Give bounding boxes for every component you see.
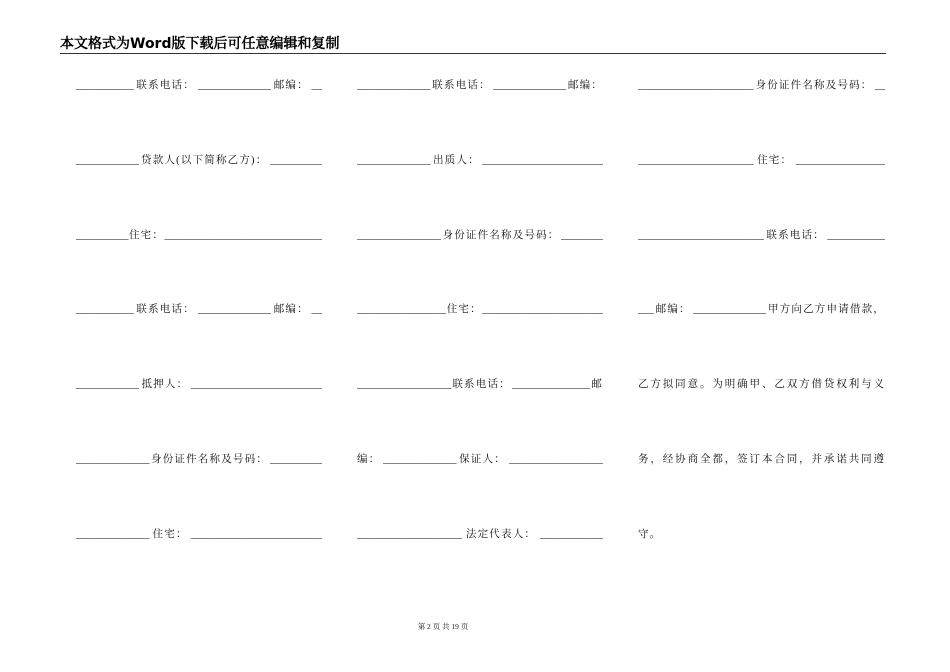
document-header-title: 本文格式为Word版下载后可任意编辑和复制 bbox=[60, 36, 340, 52]
fill-blank: ____________ bbox=[76, 154, 139, 166]
fill-blank: __________________ bbox=[508, 454, 603, 466]
text-column-2 bbox=[357, 79, 603, 603]
pledgor-label: 出质人： bbox=[432, 154, 480, 166]
fill-blank: ______________ bbox=[383, 454, 457, 466]
page-number: 第 2 页 共 19 页 bbox=[417, 622, 469, 631]
residence-label: 住宅： bbox=[446, 304, 482, 316]
fill-blank: _______________________ bbox=[482, 304, 603, 316]
fill-blank: ______________ bbox=[492, 80, 567, 91]
fill-blank: ____________________ bbox=[357, 528, 462, 540]
fill-blank: ___ bbox=[638, 304, 654, 316]
fill-blank: __________ bbox=[76, 229, 129, 241]
borrower-label: 贷款人(以下简称乙方)： bbox=[141, 154, 268, 166]
fill-blank: ____________ bbox=[539, 528, 603, 540]
fill-blank: ___________ bbox=[76, 304, 134, 316]
fill-blank: ________________________ bbox=[638, 229, 764, 241]
fill-blank: ____________ bbox=[76, 379, 139, 391]
fill-blank: _________________________ bbox=[190, 528, 322, 540]
residence-label: 住宅： bbox=[757, 154, 793, 166]
fill-blank: __________ bbox=[269, 454, 322, 466]
form-line bbox=[76, 378, 322, 392]
phone-label: 联系电话： bbox=[136, 80, 195, 91]
guarantor-label: 保证人： bbox=[459, 454, 506, 466]
fill-blank: ______________________ bbox=[638, 80, 754, 91]
fill-blank: ______________ bbox=[357, 154, 431, 166]
clause-text: 乙方拟同意。为明确甲、乙双方借贷权利与义 bbox=[638, 379, 885, 391]
id-document-label: 身份证件名称及号码： bbox=[755, 80, 873, 91]
fill-blank: ______________ bbox=[692, 304, 767, 316]
postcode-label: 邮编： bbox=[567, 80, 603, 91]
fill-blank: __ bbox=[311, 80, 322, 91]
header-divider bbox=[60, 53, 886, 54]
id-document-label: 身份证件名称及号码： bbox=[151, 454, 268, 466]
form-line bbox=[638, 79, 885, 93]
fill-blank: ______________________ bbox=[638, 154, 754, 166]
form-line bbox=[357, 528, 603, 542]
form-line bbox=[76, 303, 322, 317]
fill-blank: _______________ bbox=[511, 379, 591, 391]
form-line bbox=[357, 453, 603, 467]
form-line bbox=[76, 229, 322, 243]
fill-blank: _________________ bbox=[357, 304, 447, 316]
form-line bbox=[76, 154, 322, 168]
clause-text: 守。 bbox=[638, 528, 661, 540]
postcode-label: 邮编： bbox=[655, 304, 691, 316]
phone-label: 联系电话： bbox=[432, 80, 491, 91]
residence-label: 住宅： bbox=[152, 528, 188, 540]
text-column-3 bbox=[638, 79, 885, 603]
fill-blank: ___________ bbox=[76, 80, 134, 91]
residence-label: 住宅： bbox=[128, 229, 165, 241]
fill-blank: _______________________ bbox=[482, 154, 603, 166]
id-document-label: 身份证件名称及号码： bbox=[442, 229, 560, 241]
clause-text: 甲方向乙方申请借款， bbox=[767, 304, 885, 316]
form-line bbox=[638, 229, 885, 243]
fill-blank: ______________________________ bbox=[164, 229, 322, 241]
fill-blank: ___________ bbox=[827, 229, 885, 241]
form-line bbox=[76, 528, 322, 542]
form-line bbox=[357, 229, 603, 243]
form-line bbox=[76, 453, 322, 467]
fill-blank: ________ bbox=[561, 229, 603, 241]
fill-blank: ______________ bbox=[357, 80, 431, 91]
fill-blank: __________________ bbox=[357, 379, 452, 391]
fill-blank: __________ bbox=[269, 154, 322, 166]
form-line bbox=[357, 303, 603, 317]
clause-text: 务，经协商全都，签订本合同，并承诺共同遵 bbox=[638, 454, 885, 466]
form-line bbox=[76, 79, 322, 93]
form-line bbox=[638, 303, 885, 317]
fill-blank: ________________ bbox=[357, 229, 441, 241]
form-line bbox=[638, 154, 885, 168]
phone-label: 联系电话： bbox=[136, 304, 195, 316]
fill-blank: ______________ bbox=[76, 528, 150, 540]
fill-blank: _________________ bbox=[795, 154, 885, 166]
legal-representative-label: 法定代表人： bbox=[465, 528, 537, 540]
fill-blank: ______________ bbox=[197, 304, 272, 316]
fill-blank: ______________ bbox=[76, 454, 150, 466]
fill-blank: _________________________ bbox=[190, 379, 322, 391]
form-line bbox=[357, 79, 603, 93]
phone-label: 联系电话： bbox=[766, 229, 825, 241]
postcode-label: 邮编： bbox=[273, 80, 309, 91]
fill-blank: __ bbox=[874, 80, 885, 91]
postcode-label-part: 编： bbox=[357, 454, 381, 466]
mortgagor-label: 抵押人： bbox=[141, 379, 189, 391]
postcode-label-part: 邮 bbox=[591, 379, 603, 391]
form-line bbox=[357, 154, 603, 168]
fill-blank: __ bbox=[311, 304, 322, 316]
text-column-1 bbox=[76, 79, 322, 603]
postcode-label: 邮编： bbox=[273, 304, 309, 316]
form-line bbox=[357, 378, 603, 392]
phone-label: 联系电话： bbox=[452, 379, 511, 391]
fill-blank: ______________ bbox=[197, 80, 272, 91]
